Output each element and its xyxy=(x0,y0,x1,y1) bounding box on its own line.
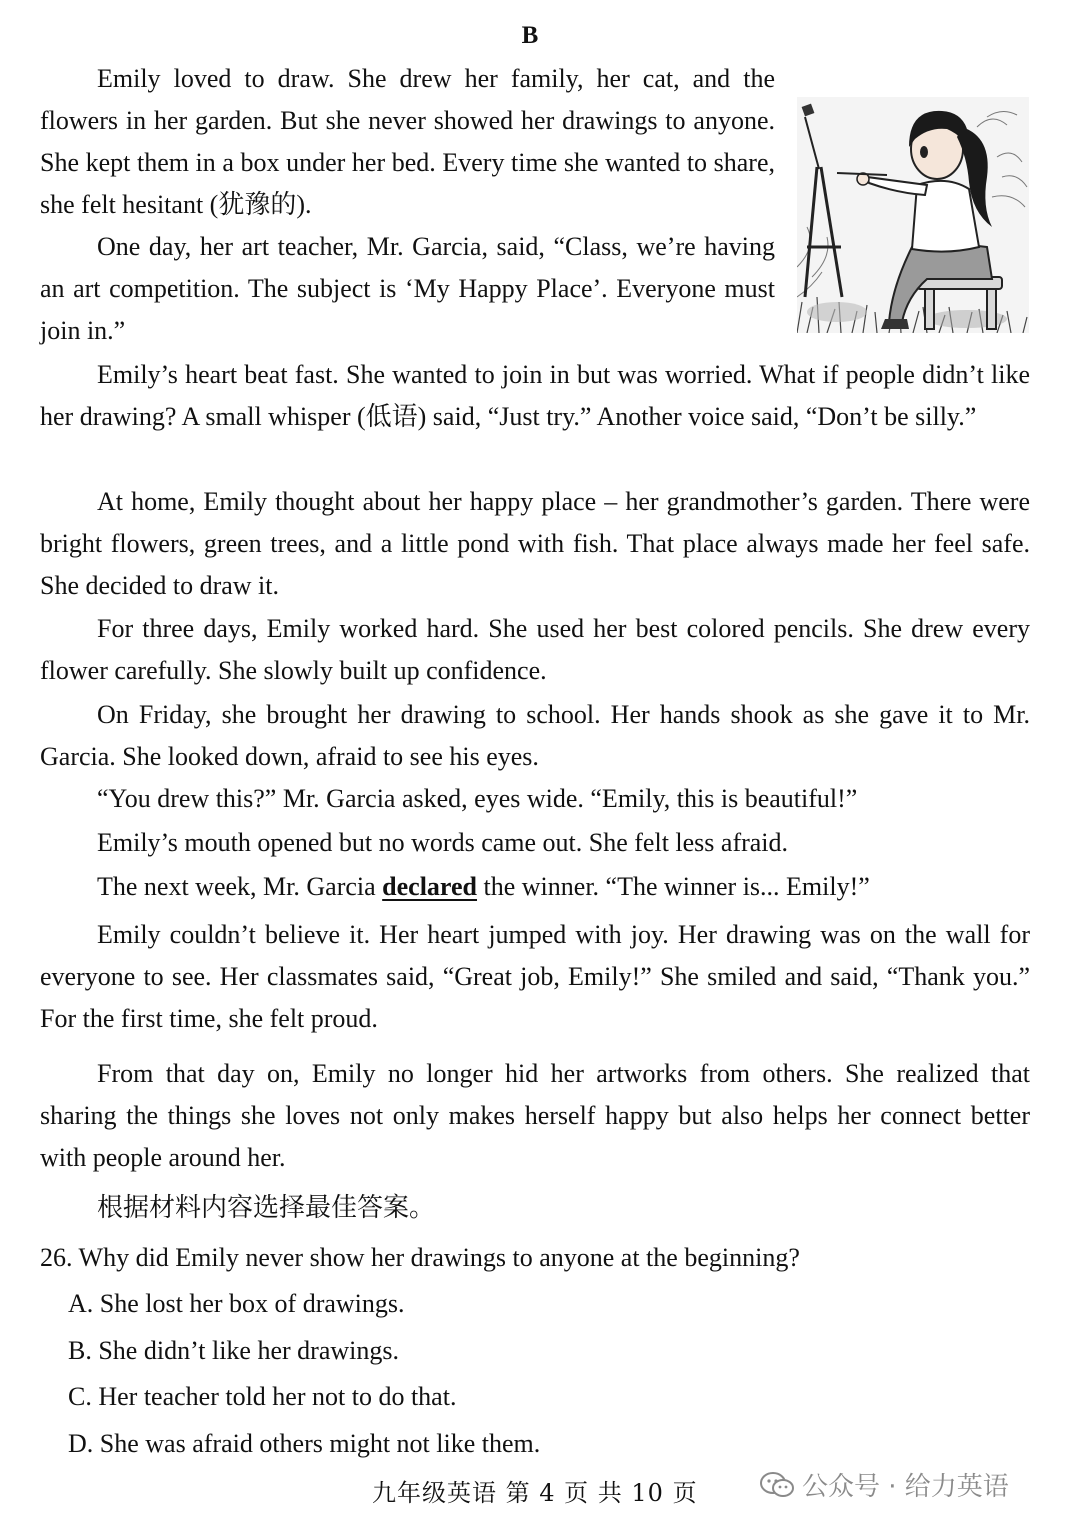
wechat-icon xyxy=(760,1471,794,1499)
watermark xyxy=(760,1466,1009,1503)
paragraph-1: Emily loved to draw. She drew her family, her cat, and the flowers in her garden. But she never showed her drawings to anyone. She kept them in a box under her bed. Every time she wanted to share, she felt hesitant (犹豫的). xyxy=(40,64,775,219)
watermark-text: 公众号 · 给力英语 xyxy=(802,1472,1009,1502)
paragraph-9-after: the winner. “The winner is... Emily!” xyxy=(477,872,870,901)
girl-drawing-illustration xyxy=(797,97,1029,333)
paragraph-3: Emily’s heart beat fast. She wanted to join in but was worried. What if people didn’t like her drawing? A small whisper (低语) said, “Just try.” Another voice said, “Don’t be silly.” xyxy=(40,360,1030,431)
paragraph-6: On Friday, she brought her drawing to school. Her hands shook as she gave it to Mr. Garcia. She looked down, afraid to see his eyes. xyxy=(40,700,1030,771)
option-a: A. She lost her box of drawings. xyxy=(68,1289,405,1318)
paragraph-9-before: The next week, Mr. Garcia xyxy=(97,872,383,901)
paragraph-2: One day, her art teacher, Mr. Garcia, said, “Class, we’re having an art competition. The subject is ‘My Happy Place’. Everyone must join in.” xyxy=(40,232,775,345)
page-footer: 九年级英语 第 4 页 共 10 页 xyxy=(372,1479,698,1507)
paragraph-4: At home, Emily thought about her happy place – her grandmother’s garden. There were bright flowers, green trees, and a little pond with fish. That place always made her feel safe. She decided to draw it. xyxy=(40,487,1030,600)
instruction: 根据材料内容选择最佳答案。 xyxy=(97,1193,436,1223)
option-c: C. Her teacher told her not to do that. xyxy=(68,1382,457,1411)
section-letter: B xyxy=(521,22,539,49)
paragraph-5: For three days, Emily worked hard. She used her best colored pencils. She drew every flower carefully. She slowly built up confidence. xyxy=(40,614,1030,685)
paragraph-9 xyxy=(40,866,1030,908)
underlined-word-declared: declared xyxy=(382,872,478,901)
paragraph-8: Emily’s mouth opened but no words came out. She felt less afraid. xyxy=(97,828,789,857)
paragraph-7: “You drew this?” Mr. Garcia asked, eyes wide. “Emily, this is beautiful!” xyxy=(97,784,858,813)
paragraph-11: From that day on, Emily no longer hid her artworks from others. She realized that sharing the things she loves not only makes herself happy but also helps her connect better with people around her. xyxy=(40,1059,1030,1172)
option-d: D. She was afraid others might not like them. xyxy=(68,1429,541,1458)
option-b: B. She didn’t like her drawings. xyxy=(68,1336,399,1365)
paragraph-10: Emily couldn’t believe it. Her heart jumped with joy. Her drawing was on the wall for everyone to see. Her classmates said, “Great job, Emily!” She smiled and said, “Thank you.” For the first time, she felt proud. xyxy=(40,920,1030,1033)
question-26: 26. Why did Emily never show her drawings to anyone at the beginning? xyxy=(40,1243,800,1272)
